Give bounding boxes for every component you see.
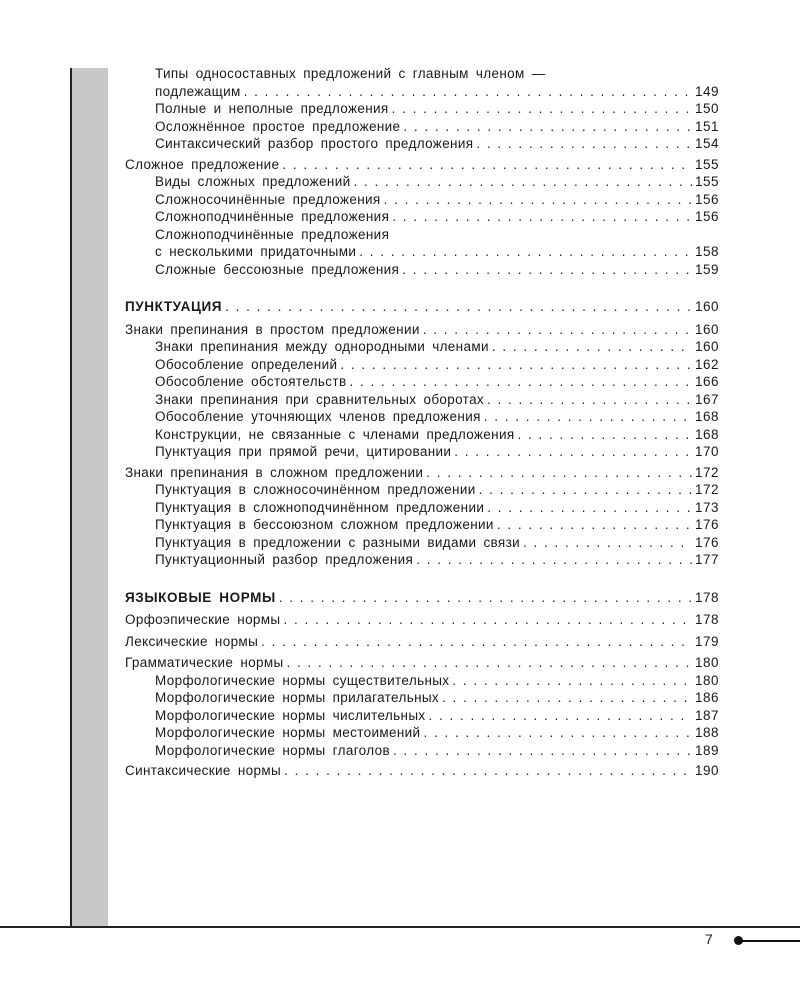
toc-entry-title: Морфологические нормы числительных [155,707,426,723]
toc-page-number: 168 [694,426,719,442]
toc-subentry [125,500,719,518]
dot-leader [384,192,692,207]
dot-leader [518,427,692,442]
left-margin-rule [70,68,72,928]
toc-subentry [125,136,719,154]
toc-page-number: 170 [694,444,719,459]
table-of-contents [125,66,719,781]
dot-leader [287,655,692,670]
toc-entry-title: ЯЗЫКОВЫЕ НОРМЫ [125,589,276,605]
toc-page-number: 189 [694,742,719,758]
dot-leader [479,482,692,497]
toc-page-number: 154 [694,136,719,151]
toc-page-number: 186 [694,690,719,705]
toc-subentry [125,552,719,570]
toc-entry-title: с несколькими придаточными [155,244,357,259]
toc-page-number: 155 [694,174,719,189]
footer-rule [0,926,800,928]
toc-page-number: 180 [694,672,719,688]
toc-chapter-entry [125,612,719,630]
dot-leader [349,374,692,389]
toc-subentry [125,409,719,427]
toc-subentry [125,535,719,553]
toc-subentry [125,84,719,102]
page-number: 7 [705,931,713,947]
toc-entry-title: Лексические нормы [125,633,259,649]
dot-leader [225,299,692,314]
toc-page-number: 180 [694,655,719,670]
toc-entry-title: подлежащим [155,83,241,99]
toc-entry-title: Сложное предложение [125,156,280,172]
toc-entry-title: Пунктуация в сложноподчинённом предложении [155,499,485,515]
dot-leader [487,392,692,407]
margin-gray-band [72,68,108,928]
toc-entry-title: Синтаксический разбор простого предложения [155,136,474,151]
toc-subentry [125,339,719,357]
dot-leader [492,339,692,354]
dot-leader [284,763,692,778]
toc-subentry [125,101,719,119]
toc-entry-title: Конструкции, не связанные с членами предложения [155,426,515,442]
toc-section-entry [125,299,719,317]
toc-subentry [125,673,719,691]
toc-page-number: 173 [694,499,719,515]
toc-entry-title: ПУНКТУАЦИЯ [125,299,223,314]
toc-page-number: 187 [694,707,719,723]
toc-chapter-entry [125,763,719,781]
dot-leader [359,244,692,259]
toc-entry-first-line: Сложноподчинённые предложения [155,226,390,242]
toc-entry-title: Пунктуационный разбор предложения [155,552,414,567]
dot-leader [261,634,692,649]
dot-leader [393,743,692,758]
dot-leader [423,725,692,740]
toc-entry-title: Знаки препинания при сравнительных оборотах [155,391,485,407]
toc-page-number: 156 [694,191,719,207]
toc-subentry [125,725,719,743]
toc-page-number: 160 [694,299,719,314]
toc-entry-title: Пунктуация в предложении с разными видами связи [155,534,521,550]
toc-page-number: 168 [694,409,719,424]
toc-page-number: 156 [694,209,719,224]
dot-leader [476,136,692,151]
toc-page-number: 167 [694,391,719,407]
toc-subentry [125,374,719,392]
toc-subentry [125,119,719,137]
dot-leader [454,444,692,459]
toc-entry-title: Пунктуация в сложносочинённом предложении [155,482,476,497]
toc-chapter-entry [125,634,719,652]
toc-subentry [125,209,719,227]
toc-page-number: 160 [694,321,719,337]
dot-leader [279,590,692,605]
dot-leader [416,552,692,567]
toc-subentry [125,174,719,192]
toc-page-number: 151 [694,118,719,134]
dot-leader [340,357,692,372]
dot-leader [429,708,692,723]
toc-subentry [125,357,719,375]
dot-leader [484,409,692,424]
toc-entry-title: Осложнённое простое предложение [155,118,401,134]
toc-entry-title: Орфоэпические нормы [125,612,281,627]
toc-entry-title: Сложноподчинённые предложения [155,209,390,224]
toc-page-number: 158 [694,244,719,259]
toc-entry-title: Сложносочинённые предложения [155,191,381,207]
footer-line [741,940,800,942]
toc-subentry [125,444,719,462]
toc-subentry [125,427,719,445]
dot-leader [282,157,692,172]
toc-entry-title: Сложные бессоюзные предложения [155,261,400,277]
toc-entry-title: Морфологические нормы местоимений [155,725,421,740]
toc-page-number: 172 [694,482,719,497]
toc-page-number: 176 [694,534,719,550]
toc-subentry [125,392,719,410]
toc-subentry [125,743,719,761]
toc-entry-title: Обособление уточняющих членов предложения [155,409,481,424]
toc-page-number: 177 [694,552,719,567]
dot-leader [442,690,692,705]
toc-chapter-entry [125,157,719,175]
dot-leader [523,535,692,550]
dot-leader [244,84,692,99]
toc-entry-title: Знаки препинания в сложном предложении [125,464,424,480]
toc-chapter-entry [125,655,719,673]
toc-entry-title: Пунктуация при прямой речи, цитировании [155,444,452,459]
dot-leader [452,673,692,688]
toc-page-number: 178 [694,589,719,605]
toc-page-number: 166 [694,374,719,389]
dot-leader [426,465,692,480]
toc-entry-title: Синтаксические нормы [125,763,282,778]
toc-entry-title: Грамматические нормы [125,655,284,670]
toc-section-entry [125,590,719,608]
toc-entry-title: Виды сложных предложений [155,174,351,189]
toc-subentry [125,690,719,708]
toc-entry-title: Полные и неполные предложения [155,101,389,116]
toc-page-number: 178 [694,612,719,627]
toc-chapter-entry [125,322,719,340]
toc-entry-title: Знаки препинания в простом предложении [125,321,420,337]
toc-subentry [125,517,719,535]
toc-entry-title: Морфологические нормы глаголов [155,742,390,758]
toc-subentry [125,262,719,280]
toc-page-number: 159 [694,261,719,277]
toc-page-number: 150 [694,101,719,116]
dot-leader [353,174,691,189]
toc-subentry [125,482,719,500]
toc-page-number: 149 [694,83,719,99]
toc-page-number: 176 [694,517,719,532]
dot-leader [497,517,692,532]
toc-page-number: 160 [694,339,719,354]
toc-subentry [125,244,719,262]
dot-leader [423,322,692,337]
dot-leader [392,209,692,224]
toc-entry-title: Обособление обстоятельств [155,374,347,389]
dot-leader [487,500,692,515]
toc-page-number: 190 [694,763,719,778]
dot-leader [402,262,692,277]
toc-entry-title: Пунктуация в бессоюзном сложном предложении [155,517,494,532]
toc-page-number: 188 [694,725,719,740]
toc-page-number: 162 [694,356,719,372]
toc-entry-title: Морфологические нормы существительных [155,672,450,688]
toc-entry-first-line: Типы односоставных предложений с главным членом — [155,66,546,81]
dot-leader [392,101,692,116]
toc-entry-title: Обособление определений [155,356,338,372]
toc-chapter-entry [125,465,719,483]
dot-leader [403,119,692,134]
toc-page-number: 155 [694,156,719,172]
toc-subentry [125,708,719,726]
toc-entry-title: Знаки препинания между однородными членами [155,339,489,354]
toc-entry-title: Морфологические нормы прилагательных [155,690,440,705]
toc-page-number: 172 [694,464,719,480]
dot-leader [283,612,692,627]
toc-page-number: 179 [694,633,719,649]
toc-subentry [125,192,719,210]
